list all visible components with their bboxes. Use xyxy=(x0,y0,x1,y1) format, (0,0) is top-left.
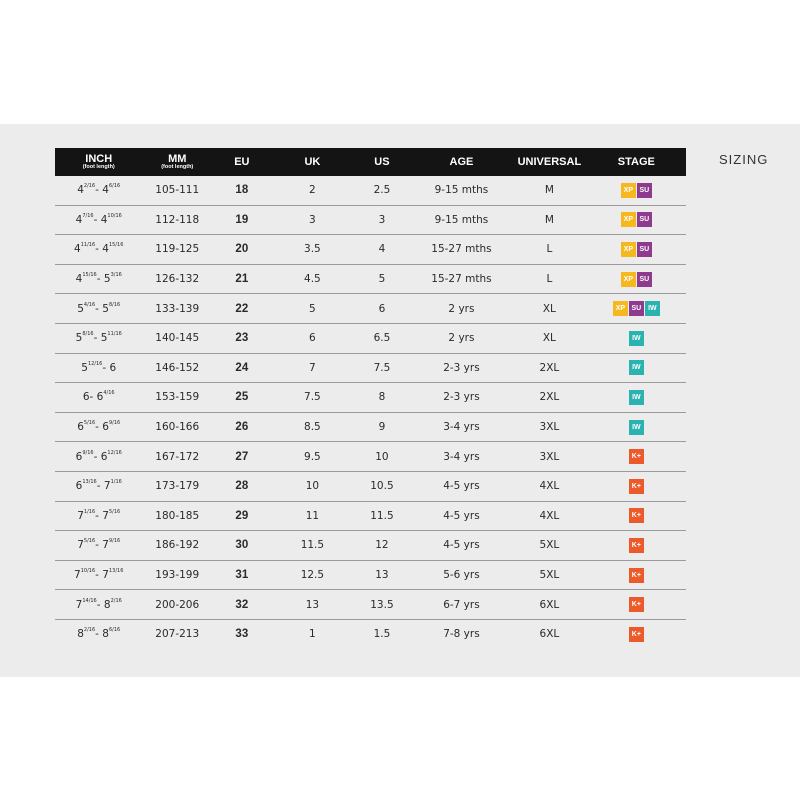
cell-uk: 8.5 xyxy=(304,421,321,434)
cell-universal: M xyxy=(544,184,554,197)
table-row xyxy=(55,471,686,501)
cell-universal: 3XL xyxy=(539,421,560,434)
cell-mm: 167-172 xyxy=(155,450,200,463)
cell-mm: 105-111 xyxy=(155,184,200,197)
cell-us: 13 xyxy=(375,569,389,582)
cell-eu: 29 xyxy=(235,509,249,522)
cell-uk: 7.5 xyxy=(304,391,321,404)
cell-universal: XL xyxy=(542,302,556,315)
cell-universal: 4XL xyxy=(539,480,560,493)
cell-age: 4-5 yrs xyxy=(443,480,480,493)
cell-mm: 186-192 xyxy=(155,539,200,552)
cell-universal: L xyxy=(546,243,553,256)
stage-badge: IW xyxy=(629,331,644,346)
cell-inch: $4^{11/16}-$ $4^{15/16}$ xyxy=(74,242,124,256)
cell-eu: 22 xyxy=(235,302,249,315)
page-title: SIZING xyxy=(719,152,769,167)
cell-mm: 200-206 xyxy=(155,598,200,611)
cell-stage xyxy=(587,242,686,257)
cell-mm: 160-166 xyxy=(155,421,200,434)
cell-universal: 5XL xyxy=(539,539,560,552)
cell-age: 2 yrs xyxy=(448,332,475,345)
cell-stage xyxy=(587,538,686,553)
cell-us: 7.5 xyxy=(373,361,391,374)
cell-age: 2-3 yrs xyxy=(443,361,480,374)
cell-age: 3-4 yrs xyxy=(443,421,480,434)
cell-age: 5-6 yrs xyxy=(443,569,480,582)
cell-inch: $7^{1/16}-$ $7^{5/16}$ xyxy=(77,508,121,522)
cell-inch: $6^{13/16}-$ $7^{1/16}$ xyxy=(75,479,122,493)
cell-uk: 11.5 xyxy=(300,539,325,552)
cell-inch: $4^{15/16}-$ $5^{3/16}$ xyxy=(75,272,122,286)
cell-universal: M xyxy=(544,213,554,226)
cell-inch: $4^{7/16}-$ $4^{10/16}$ xyxy=(75,212,122,226)
cell-mm: 180-185 xyxy=(155,509,200,522)
stage-badge: IW xyxy=(629,390,644,405)
stage-badge: SU xyxy=(629,301,644,316)
cell-inch: 6- $6^{4/16}$ xyxy=(82,390,115,404)
cell-mm: 119-125 xyxy=(155,243,200,256)
cell-universal: XL xyxy=(542,332,556,345)
cell-us: 9 xyxy=(378,421,386,434)
cell-age: 3-4 yrs xyxy=(443,450,480,463)
cell-stage xyxy=(587,420,686,435)
header-universal: UNIVERSAL xyxy=(517,156,582,168)
stage-badge: SU xyxy=(637,183,652,198)
cell-inch: $8^{2/16}-$ $8^{6/16}$ xyxy=(77,627,121,641)
stage-badge: XP xyxy=(621,242,636,257)
cell-uk: 4.5 xyxy=(304,273,321,286)
stage-badge: K+ xyxy=(629,479,644,494)
table-row xyxy=(55,560,686,590)
cell-stage xyxy=(587,597,686,612)
cell-uk: 2 xyxy=(309,184,316,197)
stage-badge: K+ xyxy=(629,627,644,642)
cell-uk: 1 xyxy=(309,628,316,641)
cell-stage xyxy=(587,272,686,287)
cell-inch: $4^{2/16}-$ $4^{6/16}$ xyxy=(77,183,121,197)
header-age: AGE xyxy=(449,156,474,168)
cell-us: 2.5 xyxy=(373,184,391,197)
cell-uk: 3.5 xyxy=(304,243,321,256)
table-row xyxy=(55,176,686,205)
stage-badge: SU xyxy=(637,242,652,257)
cell-mm: 126-132 xyxy=(155,273,200,286)
cell-eu: 27 xyxy=(235,450,249,463)
cell-uk: 9.5 xyxy=(304,450,321,463)
cell-eu: 20 xyxy=(235,243,249,256)
cell-mm: 133-139 xyxy=(155,302,200,315)
cell-us: 1.5 xyxy=(373,628,391,641)
cell-age: 7-8 yrs xyxy=(443,628,480,641)
stage-badge: IW xyxy=(629,420,644,435)
cell-us: 8 xyxy=(378,391,386,404)
cell-mm: 112-118 xyxy=(155,213,200,226)
cell-universal: 6XL xyxy=(539,598,560,611)
cell-stage xyxy=(587,449,686,464)
cell-inch: $7^{10/16}-$ $7^{13/16}$ xyxy=(74,568,124,582)
stage-badge: SU xyxy=(637,212,652,227)
cell-us: 13.5 xyxy=(370,598,394,611)
cell-stage xyxy=(587,479,686,494)
cell-stage xyxy=(587,508,686,523)
table-row xyxy=(55,382,686,412)
stage-badge: K+ xyxy=(629,508,644,523)
table-row xyxy=(55,293,686,323)
stage-badge: IW xyxy=(645,301,660,316)
cell-mm: 207-213 xyxy=(155,628,200,641)
cell-inch: $5^{12/16}-$ 6 xyxy=(81,360,117,374)
cell-stage xyxy=(587,627,686,642)
cell-stage xyxy=(587,301,686,316)
cell-stage xyxy=(587,331,686,346)
cell-stage xyxy=(587,568,686,583)
cell-uk: 5 xyxy=(309,302,316,315)
cell-eu: 18 xyxy=(235,184,249,197)
cell-age: 4-5 yrs xyxy=(443,539,480,552)
cell-age: 15-27 mths xyxy=(431,273,492,286)
stage-badge: K+ xyxy=(629,568,644,583)
cell-inch: $5^{8/16}-$ $5^{11/16}$ xyxy=(75,331,122,345)
table-row xyxy=(55,234,686,264)
cell-eu: 28 xyxy=(235,480,249,493)
cell-uk: 3 xyxy=(309,213,316,226)
cell-age: 6-7 yrs xyxy=(443,598,480,611)
cell-stage xyxy=(587,183,686,198)
cell-universal: L xyxy=(546,273,553,286)
cell-age: 2 yrs xyxy=(448,302,475,315)
cell-age: 2-3 yrs xyxy=(443,391,480,404)
cell-mm: 153-159 xyxy=(155,391,200,404)
cell-universal: 5XL xyxy=(539,569,560,582)
header-mm: MM (foot length) xyxy=(161,152,194,170)
cell-uk: 13 xyxy=(305,598,320,611)
cell-stage xyxy=(587,212,686,227)
cell-uk: 7 xyxy=(309,361,316,374)
cell-us: 10.5 xyxy=(370,480,394,493)
table-header xyxy=(55,148,686,176)
table-row xyxy=(55,264,686,294)
cell-eu: 24 xyxy=(235,361,249,374)
cell-inch: $6^{5/16}-$ $6^{9/16}$ xyxy=(77,420,121,434)
header-us: US xyxy=(374,156,390,168)
cell-us: 3 xyxy=(378,213,386,226)
cell-age: 9-15 mths xyxy=(434,213,489,226)
cell-us: 10 xyxy=(375,450,389,463)
cell-universal: 2XL xyxy=(539,361,560,374)
cell-eu: 25 xyxy=(235,391,249,404)
stage-badge: XP xyxy=(621,272,636,287)
cell-us: 12 xyxy=(375,539,389,552)
cell-eu: 26 xyxy=(235,421,249,434)
cell-eu: 21 xyxy=(235,273,249,286)
cell-age: 4-5 yrs xyxy=(443,509,480,522)
cell-eu: 33 xyxy=(235,628,249,641)
cell-us: 6.5 xyxy=(373,332,391,345)
cell-us: 5 xyxy=(378,273,386,286)
cell-eu: 19 xyxy=(235,213,249,226)
table-row xyxy=(55,412,686,442)
header-inch: INCH (foot length) xyxy=(82,152,115,170)
cell-us: 11.5 xyxy=(370,509,394,522)
stage-badge: XP xyxy=(621,212,636,227)
cell-uk: 10 xyxy=(305,480,320,493)
cell-eu: 23 xyxy=(235,332,249,345)
stage-badge: XP xyxy=(621,183,636,198)
cell-inch: $5^{4/16}-$ $5^{8/16}$ xyxy=(77,301,121,315)
cell-age: 15-27 mths xyxy=(431,243,492,256)
table-row xyxy=(55,501,686,531)
stage-badge: XP xyxy=(613,301,628,316)
table-row xyxy=(55,589,686,619)
cell-age: 9-15 mths xyxy=(434,184,489,197)
stage-badge: K+ xyxy=(629,597,644,612)
cell-universal: 3XL xyxy=(539,450,560,463)
cell-mm: 173-179 xyxy=(155,480,200,493)
table-row xyxy=(55,619,686,649)
cell-uk: 12.5 xyxy=(300,569,325,582)
header-stage: STAGE xyxy=(617,156,655,168)
cell-universal: 4XL xyxy=(539,509,560,522)
cell-mm: 146-152 xyxy=(155,361,200,374)
stage-badge: IW xyxy=(629,360,644,375)
cell-mm: 193-199 xyxy=(155,569,200,582)
cell-inch: $7^{5/16}-$ $7^{9/16}$ xyxy=(77,538,121,552)
table-row xyxy=(55,441,686,471)
table-body xyxy=(55,176,686,649)
cell-inch: $6^{9/16}-$ $6^{12/16}$ xyxy=(75,449,122,463)
cell-stage xyxy=(587,390,686,405)
cell-universal: 6XL xyxy=(539,628,560,641)
stage-badge: K+ xyxy=(629,449,644,464)
cell-uk: 6 xyxy=(309,332,316,345)
size-chart-table xyxy=(55,148,686,649)
stage-badge: SU xyxy=(637,272,652,287)
cell-eu: 30 xyxy=(235,539,249,552)
table-row xyxy=(55,353,686,383)
cell-stage xyxy=(587,360,686,375)
cell-us: 4 xyxy=(378,243,386,256)
cell-mm: 140-145 xyxy=(155,332,200,345)
header-eu: EU xyxy=(234,156,250,168)
stage-badge: K+ xyxy=(629,538,644,553)
cell-eu: 32 xyxy=(235,598,249,611)
table-row xyxy=(55,205,686,235)
header-uk: UK xyxy=(304,156,321,168)
cell-inch: $7^{14/16}-$ $8^{2/16}$ xyxy=(75,597,122,611)
table-row xyxy=(55,530,686,560)
cell-us: 6 xyxy=(378,302,386,315)
cell-universal: 2XL xyxy=(539,391,560,404)
cell-eu: 31 xyxy=(235,569,249,582)
table-row xyxy=(55,323,686,353)
cell-uk: 11 xyxy=(305,509,320,522)
